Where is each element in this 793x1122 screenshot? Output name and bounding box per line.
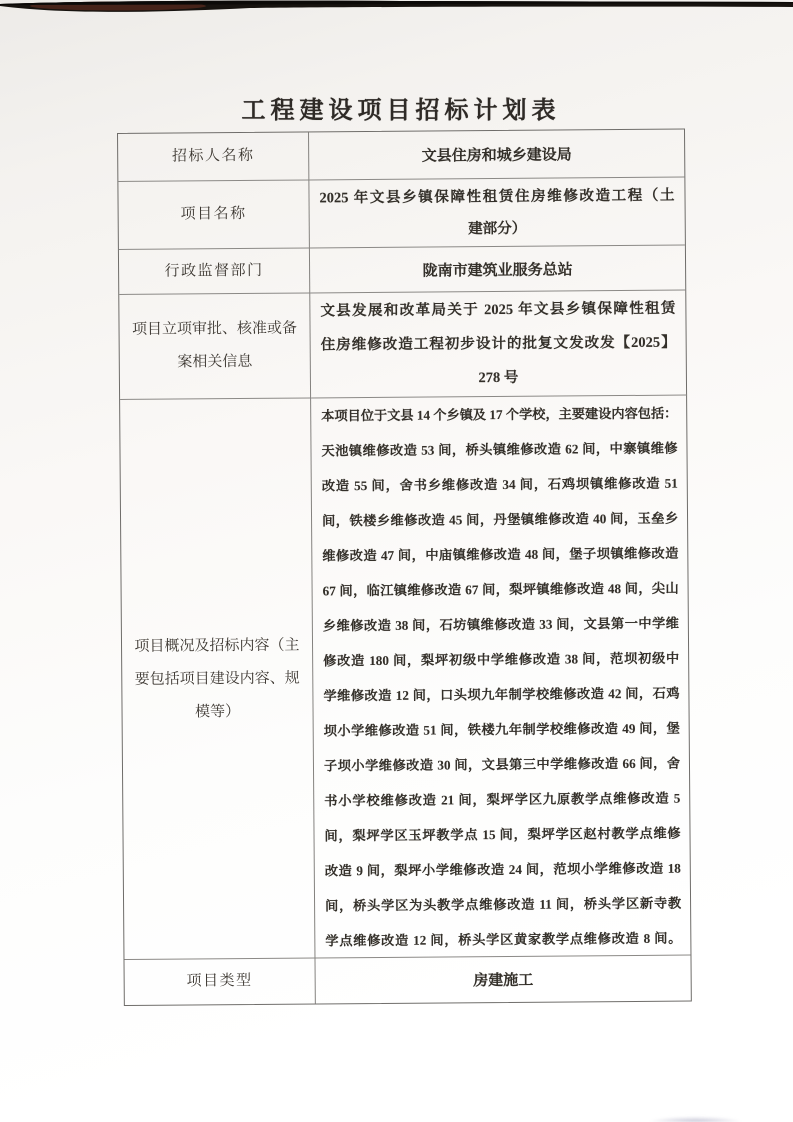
scan-bottom-smudge-artifact xyxy=(648,1116,743,1122)
table-row-project-name xyxy=(118,177,685,249)
text-line: 书小学校维修改造 21 间，梨坪学区九原教学点维修改造 5 xyxy=(324,790,681,809)
text-line: 改造 55 间，舍书乡维修改造 34 间，石鸡坝镇维修改造 51 xyxy=(321,475,678,494)
text-line: 67 间，临江镇维修改造 67 间，梨坪镇维修改造 48 间，尖山 xyxy=(322,580,679,599)
row-label: 项目立项审批、核准或备案相关信息 xyxy=(119,292,311,398)
text-line: 坝小学维修改造 51 间，铁楼九年制学校维修改造 49 间，堡 xyxy=(323,720,680,739)
text-line: 改造 9 间，梨坪小学维修改造 24 间，范坝小学维修改造 18 xyxy=(324,860,681,879)
text-line: 间，桥头学区为头教学点维修改造 11 间，桥头学区新寺教 xyxy=(325,895,682,914)
table-wrapper xyxy=(117,129,692,1006)
text-line: 学维修改造 12 间，口头坝九年制学校维修改造 42 间，石鸡 xyxy=(323,685,680,704)
row-value xyxy=(309,177,685,248)
text-line: 文县发展和改革局关于 2025 年文县乡镇保障性租赁 xyxy=(320,300,676,320)
row-label: 项目概况及招标内容（主要包括项目建设内容、规模等） xyxy=(120,397,315,959)
row-value-lines xyxy=(321,396,681,959)
table-row-project-type xyxy=(124,955,690,1005)
text-line: 修改造 180 间，梨坪初级中学维修改造 38 间，范坝初级中 xyxy=(323,650,680,669)
scan-top-edge-artifact xyxy=(0,0,793,28)
text-line: 天池镇维修改造 53 间，桥头镇维修改造 62 间，中寨镇维修 xyxy=(321,440,678,459)
text-line: 建部分） xyxy=(468,220,527,237)
text-line: 间，铁楼乡维修改造 45 间，丹堡镇维修改造 40 间，玉垒乡 xyxy=(321,510,679,529)
row-label: 招标人名称 xyxy=(118,132,309,180)
row-value xyxy=(310,290,686,398)
row-label: 项目名称 xyxy=(118,179,310,248)
row-value: 房建施工 xyxy=(315,955,690,1004)
row-value: 文县住房和城乡建设局 xyxy=(421,147,572,165)
text-line: 间，梨坪学区玉坪教学点 15 间，梨坪学区赵村教学点维修 xyxy=(324,825,681,844)
text-line: 维修改造 47 间，中庙镇维修改造 48 间，堡子坝镇维修改造 xyxy=(322,545,679,564)
text-line: 学点维修改造 12 间，桥头学区黄家教学点维修改造 8 间。 xyxy=(325,930,682,949)
row-value xyxy=(311,395,691,959)
text-line: 2025 年文县乡镇保障性租赁住房维修改造工程（土 xyxy=(319,187,675,206)
table-row-project-overview xyxy=(120,395,690,959)
row-value-lines xyxy=(319,179,674,246)
text-line: 278 号 xyxy=(478,369,519,387)
table-row-supervision-dept xyxy=(119,245,685,294)
text-line: 乡维修改造 38 间，石坊镇维修改造 33 间，文县第一中学维 xyxy=(322,615,679,634)
text-line: 住房维修改造工程初步设计的批复文发改发【2025】 xyxy=(320,334,676,354)
text-line: 本项目位于文县 14 个乡镇及 17 个学校，主要建设内容包括： xyxy=(321,405,678,424)
row-label: 项目类型 xyxy=(124,957,315,1004)
text-line: 子坝小学维修改造 30 间，文县第三中学维修改造 66 间，舍 xyxy=(323,755,681,774)
bidding-plan-table xyxy=(117,129,692,1006)
row-value: 陇南市建筑业服务总站 xyxy=(310,245,685,293)
row-value-lines xyxy=(320,292,676,397)
table-row-approval-info xyxy=(119,290,686,399)
page-title: 工程建设项目招标计划表 xyxy=(241,98,561,124)
table-row-tenderer xyxy=(118,130,684,181)
row-label: 行政监督部门 xyxy=(119,247,310,293)
